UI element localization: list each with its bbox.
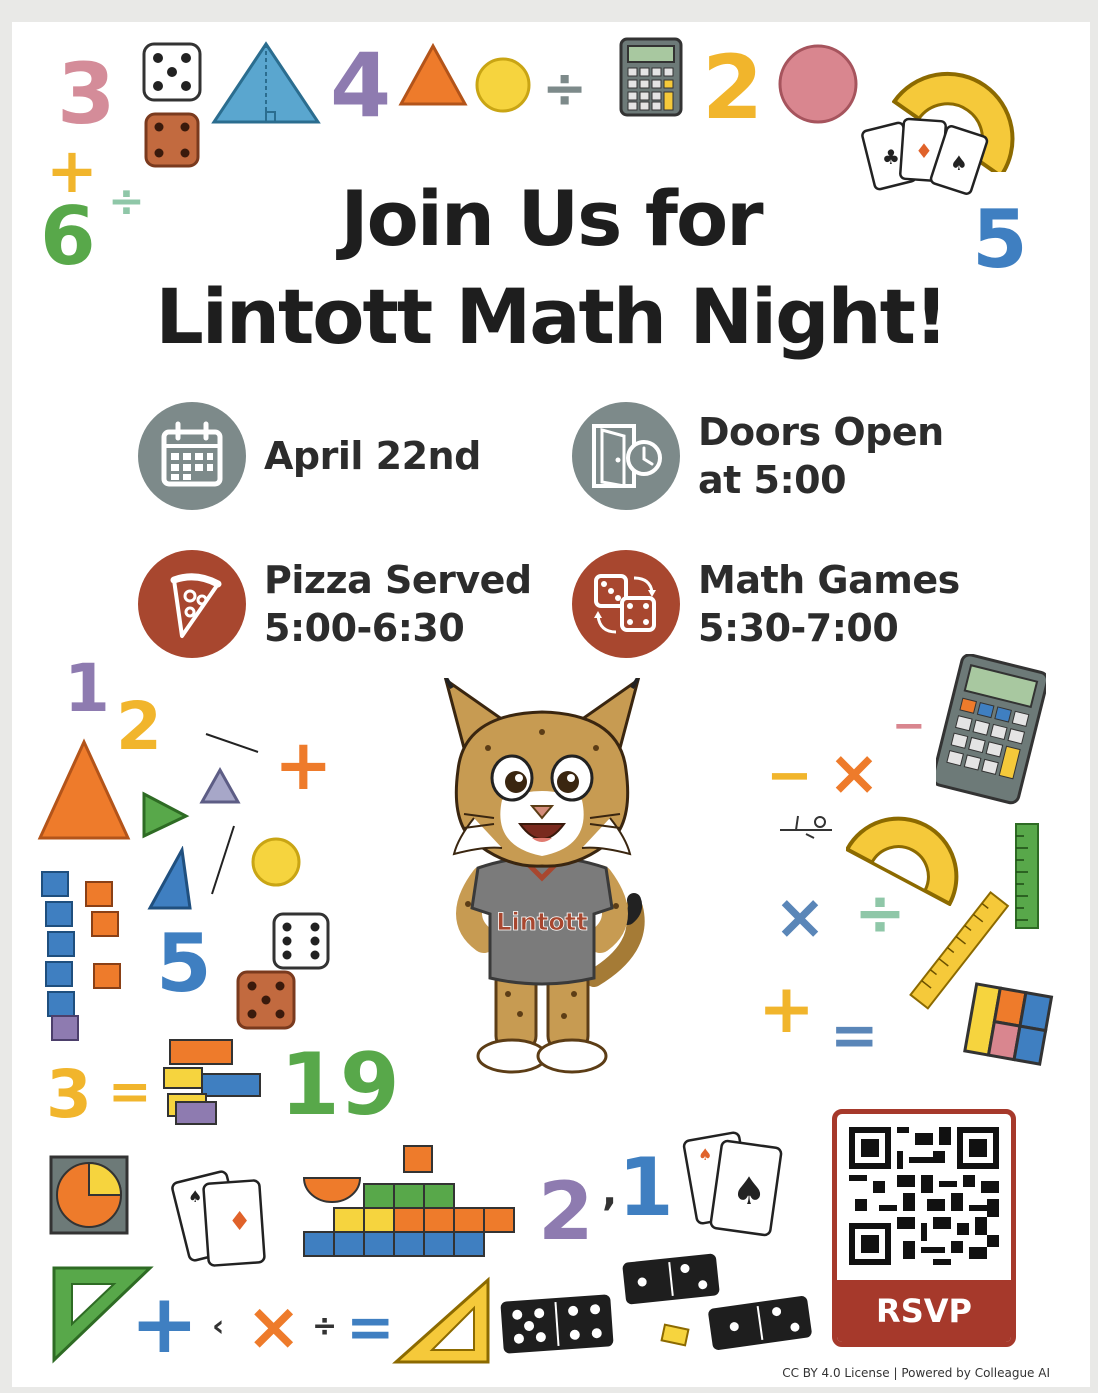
line-segment	[202, 728, 262, 758]
color-tiles-icon	[962, 982, 1054, 1068]
dice-icon	[270, 910, 332, 972]
times-symbol: ×	[246, 1288, 302, 1365]
pizza-icon	[138, 550, 246, 658]
dice-icon	[234, 968, 298, 1032]
plus-symbol: +	[46, 134, 98, 207]
svg-text:♦: ♦	[228, 1207, 252, 1237]
minus-symbol: −	[892, 703, 926, 749]
playing-cards-icon	[682, 1126, 798, 1246]
doors-open-line-1: Doors Open	[698, 410, 944, 454]
triangle-shape	[198, 766, 242, 806]
dice-icon	[140, 40, 204, 104]
dice-arrows-icon	[572, 550, 680, 658]
calendar-icon	[138, 402, 246, 510]
circle-shape	[250, 836, 302, 888]
games-line-2: 5:30-7:00	[698, 606, 899, 650]
page-title-line-1: Join Us for	[340, 174, 762, 263]
times-symbol: ×	[828, 736, 880, 809]
divide-symbol: ÷	[542, 57, 588, 120]
doors-open-text	[698, 408, 944, 504]
decor-number-3: 3	[57, 45, 116, 143]
event-date: April 22nd	[264, 434, 481, 478]
set-square-icon	[392, 1276, 492, 1366]
games-line-1: Math Games	[698, 558, 960, 602]
license-footer: CC BY 4.0 License | Powered by Colleague AI	[782, 1366, 1050, 1380]
divide-symbol: ÷	[108, 176, 145, 227]
svg-text:♣: ♣	[882, 145, 900, 169]
pizza-served-text	[264, 556, 532, 652]
decor-number-1: 1	[618, 1141, 674, 1234]
equals-symbol: =	[346, 1293, 395, 1361]
games-badge	[572, 550, 680, 658]
doors-open-line-2: at 5:00	[698, 458, 847, 502]
ruler-icon	[1012, 820, 1042, 932]
divide-symbol: ÷	[312, 1309, 338, 1344]
less-than-sketch: ‹	[212, 1309, 225, 1344]
decor-number-5: 5	[972, 193, 1028, 286]
divide-symbol: ÷	[854, 876, 906, 949]
qr-code-icon[interactable]	[849, 1126, 999, 1266]
domino-icon	[498, 1286, 616, 1362]
line-segment	[208, 822, 238, 898]
decor-number-1: 1	[64, 650, 110, 727]
svg-text:♠: ♠	[188, 1187, 203, 1206]
circle-shape	[776, 42, 860, 126]
triangle-shape	[397, 42, 469, 108]
page-title-line-2: Lintott Math Night!	[155, 272, 947, 361]
small-yellow-block	[660, 1322, 690, 1348]
plus-symbol: +	[130, 1277, 199, 1372]
doors-badge	[572, 402, 680, 510]
mascot-shirt-text: Lintott	[496, 908, 588, 936]
decor-number-2: 2	[538, 1165, 594, 1258]
triangle-shape	[146, 846, 194, 912]
calculator-icon	[618, 36, 684, 118]
plus-symbol: +	[274, 724, 333, 806]
svg-text:♠: ♠	[950, 151, 968, 175]
rsvp-qr-card[interactable]	[832, 1109, 1016, 1347]
times-symbol: ×	[774, 880, 826, 953]
cube-blocks-icon	[38, 868, 148, 1044]
balance-sketch	[776, 806, 836, 840]
decor-number-3: 3	[46, 1056, 92, 1133]
pizza-line-1: Pizza Served	[264, 558, 532, 602]
playing-cards-icon	[170, 1162, 280, 1272]
bobcat-mascot	[424, 678, 660, 1082]
calendar-badge	[138, 402, 246, 510]
math-games-text	[698, 556, 960, 652]
equals-symbol: =	[108, 1062, 152, 1122]
decor-number-6: 6	[40, 190, 96, 283]
building-blocks-icon	[158, 1034, 270, 1130]
equals-symbol: =	[830, 1001, 879, 1069]
decor-number-19: 19	[280, 1035, 400, 1135]
svg-text:♦: ♦	[915, 139, 933, 163]
decor-number-4: 4	[330, 34, 392, 137]
fraction-square-icon	[48, 1154, 130, 1236]
svg-text:♠: ♠	[698, 1145, 713, 1164]
comma-mark: ,	[602, 1169, 618, 1215]
pizza-line-2: 5:00-6:30	[264, 606, 465, 650]
door-clock-icon	[572, 402, 680, 510]
block-staircase-icon	[300, 1144, 526, 1270]
domino-icon	[706, 1292, 814, 1354]
decor-number-2: 2	[116, 688, 162, 765]
decor-number-2: 2	[702, 36, 764, 139]
circle-shape	[474, 56, 532, 114]
rsvp-button[interactable]: RSVP	[837, 1280, 1011, 1342]
plus-symbol: +	[758, 970, 815, 1049]
dice-icon	[142, 110, 202, 170]
triangle-shape	[36, 738, 132, 842]
pizza-badge	[138, 550, 246, 658]
triangle-shape	[210, 40, 322, 126]
calculator-icon	[936, 654, 1046, 806]
decor-number-5: 5	[156, 917, 212, 1010]
flyer	[12, 22, 1090, 1387]
triangle-shape	[140, 790, 190, 840]
svg-text:♠: ♠	[732, 1169, 767, 1213]
minus-symbol: −	[766, 743, 813, 808]
